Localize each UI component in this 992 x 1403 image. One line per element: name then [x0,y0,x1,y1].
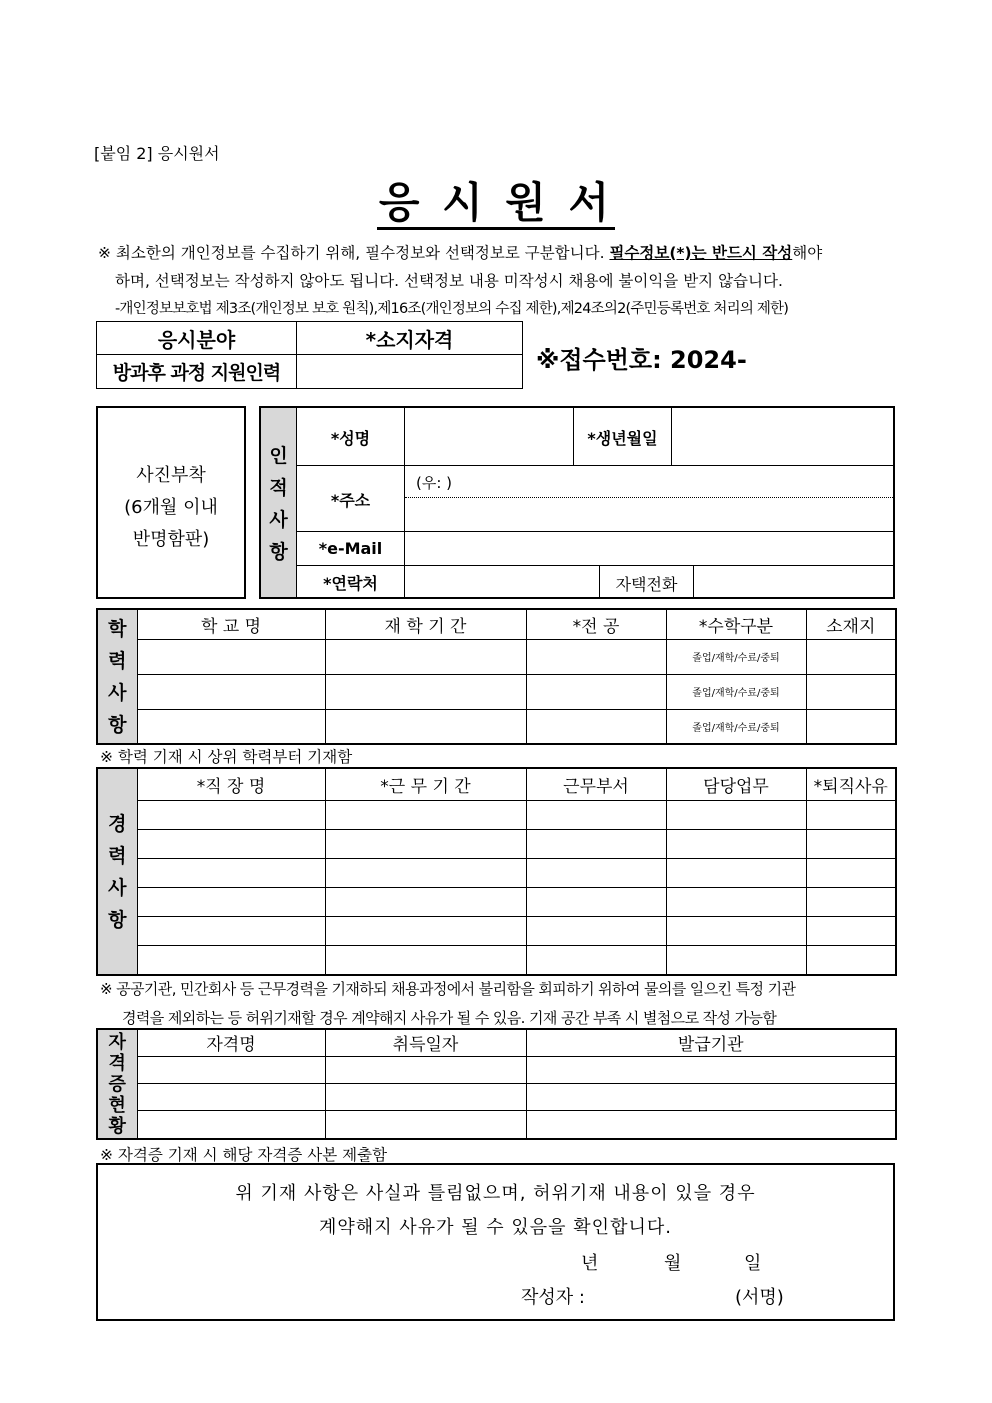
table-row [97,1056,896,1083]
writer-label: 작성자 : [521,1287,585,1308]
personal-section-char: 사 [269,509,288,531]
table-row [97,800,896,829]
career-note-line-1: ※ 공공기관, 민간회사 등 근무경력을 기재하되 채용과정에서 불리함을 회피하기 위하여 물의를 일으킨 특정 기관 [100,980,796,998]
qualification-input[interactable] [297,355,523,389]
intro-line-1-tail: 해야 [792,244,823,262]
contact-label: *연락처 [323,574,378,593]
location-cell[interactable] [806,674,896,709]
home-phone-input[interactable] [695,567,891,596]
work-period-cell[interactable] [325,916,526,945]
work-period-cell[interactable] [325,858,526,887]
issuer-cell[interactable] [526,1056,896,1083]
education-section-label [97,609,137,744]
declaration-box [96,1163,895,1321]
table-row [97,829,896,858]
career-header: *근 무 기 간 [325,768,526,800]
department-cell[interactable] [526,945,666,975]
career-section-char: 사 [108,876,127,899]
education-table [96,608,897,745]
leave-reason-cell[interactable] [806,858,896,887]
certificate-name-cell[interactable] [137,1056,325,1083]
study-period-cell[interactable] [325,639,526,674]
major-cell[interactable] [526,639,666,674]
department-cell[interactable] [526,800,666,829]
certificate-note: ※ 자격증 기재 시 해당 자격증 사본 제출함 [100,1146,388,1164]
contact-input[interactable] [406,567,598,596]
career-section-char: 경 [108,812,127,835]
career-section-char: 력 [108,844,127,867]
certificate-header: 발급기관 [526,1029,896,1056]
certificate-header: 취득일자 [325,1029,526,1056]
receipt-number: ※접수번호: 2024- [536,346,747,374]
workplace-cell[interactable] [137,858,325,887]
education-section-char: 항 [108,713,127,736]
month-label: 월 [664,1253,682,1274]
intro-line-3: -개인정보보호법 제3조(개인정보 보호 원칙),제16조(개인정보의 수집 제한),제24조의2(주민등록번호 처리의 제한) [115,301,789,317]
postal-code-hint: (우: ) [416,474,453,492]
work-period-cell[interactable] [325,829,526,858]
birth-date-input[interactable] [673,410,891,464]
table-row [97,916,896,945]
work-period-cell[interactable] [325,945,526,975]
department-cell[interactable] [526,916,666,945]
career-header: *퇴직사유 [806,768,896,800]
acquired-date-cell[interactable] [325,1056,526,1083]
workplace-cell[interactable] [137,829,325,858]
leave-reason-cell[interactable] [806,887,896,916]
major-cell[interactable] [526,674,666,709]
intro-line-1-plain: ※ 최소한의 개인정보를 수집하기 위해, 필수정보와 선택정보로 구분합니다. [98,244,610,262]
writer-input[interactable] [608,1279,728,1307]
table-row [97,887,896,916]
department-cell[interactable] [526,887,666,916]
name-label: *성명 [330,429,371,448]
personal-section-char: 항 [269,541,288,563]
work-period-cell[interactable] [325,800,526,829]
study-status-cell[interactable]: 졸업/재학/수료/중퇴 [666,709,806,744]
duty-cell[interactable] [666,829,806,858]
table-row [97,639,896,674]
career-table [96,767,897,976]
education-header: 학 교 명 [137,609,325,639]
photo-line-1: 사진부착 [136,465,206,486]
education-section-char: 사 [108,681,127,704]
address-input[interactable] [406,499,891,530]
study-period-cell[interactable] [325,709,526,744]
declaration-line-2: 계약해지 사유가 될 수 있음을 확인합니다. [319,1217,672,1238]
field-table [96,321,523,389]
home-phone-label: 자택전화 [615,575,678,594]
certificate-name-cell[interactable] [137,1083,325,1110]
issuer-cell[interactable] [526,1110,896,1139]
page-title: 응 시 원 서 [377,178,615,230]
table-row [97,1083,896,1110]
photo-line-3: 반명함판) [132,529,210,550]
education-header: 소재지 [806,609,896,639]
personal-section-label [261,408,297,597]
field-label: 응시분야 [97,322,297,355]
email-label: *e-Mail [318,539,383,558]
major-cell[interactable] [526,709,666,744]
intro-line-1 [98,241,822,263]
location-cell[interactable] [806,709,896,744]
table-row [97,945,896,975]
education-section-char: 학 [108,617,127,640]
acquired-date-cell[interactable] [325,1110,526,1139]
leave-reason-cell[interactable] [806,945,896,975]
declaration-line-1: 위 기재 사항은 사실과 틀림없으며, 허위기재 내용이 있을 경우 [235,1183,756,1204]
certificate-name-cell[interactable] [137,1110,325,1139]
certificate-table [96,1028,897,1140]
email-input[interactable] [406,533,891,564]
duty-cell[interactable] [666,916,806,945]
attachment-label: [붙임 2] 응시원서 [94,144,220,163]
location-cell[interactable] [806,639,896,674]
signature-label: (서명) [735,1287,784,1308]
leave-reason-cell[interactable] [806,829,896,858]
career-header: 근무부서 [526,768,666,800]
personal-info-box [259,406,895,599]
study-status-cell[interactable]: 졸업/재학/수료/중퇴 [666,674,806,709]
name-input[interactable] [406,410,572,464]
school-name-cell[interactable] [137,674,325,709]
work-period-cell[interactable] [325,887,526,916]
personal-section-char: 적 [269,477,288,499]
duty-cell[interactable] [666,945,806,975]
career-header: 담당업무 [666,768,806,800]
table-row [97,674,896,709]
certificate-section-label [97,1029,137,1139]
day-label: 일 [744,1253,762,1274]
education-header: 재 학 기 간 [325,609,526,639]
address-label: *주소 [330,491,371,510]
acquired-date-cell[interactable] [325,1083,526,1110]
education-note: ※ 학력 기재 시 상위 학력부터 기재함 [100,748,353,766]
workplace-cell[interactable] [137,887,325,916]
study-status-cell[interactable]: 졸업/재학/수료/중퇴 [666,639,806,674]
workplace-cell[interactable] [137,945,325,975]
intro-line-2: 하며, 선택정보는 작성하지 않아도 됩니다. 선택정보 내용 미작성시 채용에 불이익을 받지 않습니다. [115,272,783,290]
school-name-cell[interactable] [137,709,325,744]
certificate-section-char: 황 [108,1115,126,1137]
department-cell[interactable] [526,829,666,858]
issuer-cell[interactable] [526,1083,896,1110]
career-note-line-2: 경력을 제외하는 등 허위기재할 경우 계약해지 사유가 될 수 있음. 기재 공간 부족 시 별첨으로 작성 가능함 [122,1009,777,1027]
education-header: *수학구분 [666,609,806,639]
certificate-section-char: 자 [108,1031,126,1053]
birth-date-label: *생년월일 [587,429,658,448]
education-header: *전 공 [526,609,666,639]
field-value: 방과후 과정 지원인력 [97,355,297,389]
career-section-label [97,768,137,975]
study-period-cell[interactable] [325,674,526,709]
school-name-cell[interactable] [137,639,325,674]
photo-box[interactable] [96,406,246,599]
department-cell[interactable] [526,858,666,887]
table-row [97,1110,896,1139]
duty-cell[interactable] [666,858,806,887]
duty-cell[interactable] [666,800,806,829]
workplace-cell[interactable] [137,800,325,829]
career-section-char: 항 [108,908,127,931]
intro-line-1-bold: 필수정보(*)는 반드시 작성 [609,244,793,262]
certificate-section-char: 격 [108,1052,126,1074]
year-label: 년 [581,1253,599,1274]
workplace-cell[interactable] [137,916,325,945]
certificate-section-char: 증 [108,1073,126,1095]
page-title-wrap [0,170,992,230]
certificate-header: 자격명 [137,1029,325,1056]
table-row [97,858,896,887]
leave-reason-cell[interactable] [806,916,896,945]
certificate-section-char: 현 [108,1094,126,1116]
leave-reason-cell[interactable] [806,800,896,829]
education-section-char: 력 [108,649,127,672]
duty-cell[interactable] [666,887,806,916]
photo-line-2: (6개월 이내 [124,497,218,518]
qualification-label: *소지자격 [297,322,523,355]
career-header: *직 장 명 [137,768,325,800]
personal-section-char: 인 [269,445,288,467]
table-row [97,709,896,744]
